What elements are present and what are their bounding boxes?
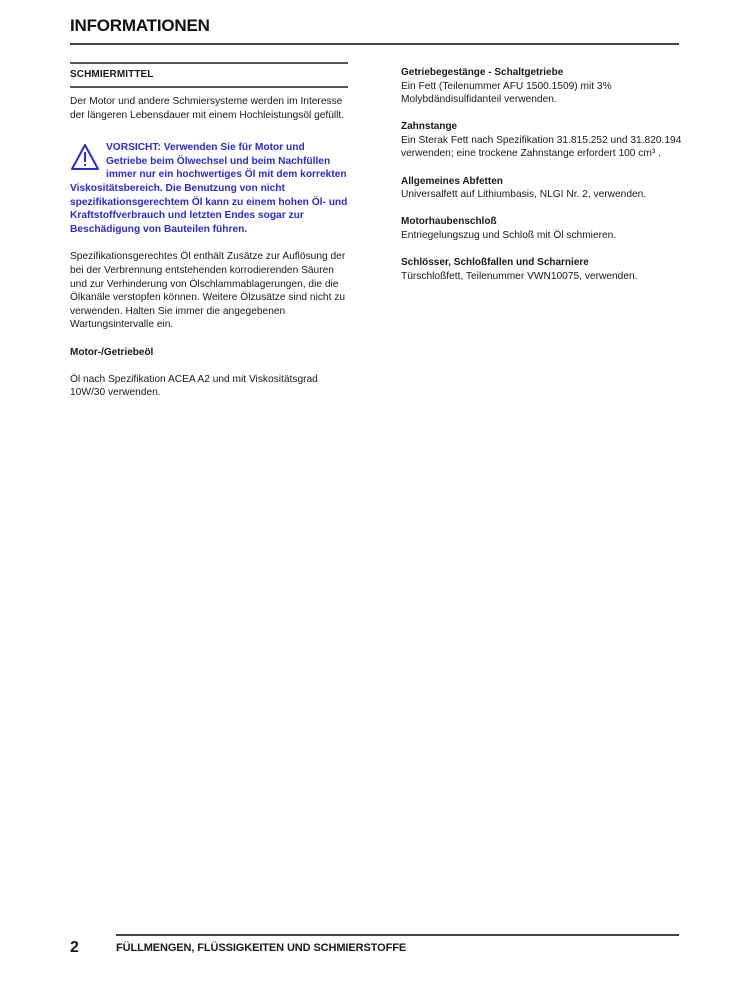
page-title: INFORMATIONEN <box>70 16 210 35</box>
section-heading: SCHMIERMITTEL <box>70 69 154 80</box>
info-block <box>401 256 691 283</box>
block-heading: Zahnstange <box>401 121 458 133</box>
footer-title: FÜLLMENGEN, FLÜSSIGKEITEN UND SCHMIERSTOFFE <box>116 942 407 954</box>
info-block <box>401 175 691 202</box>
title-divider <box>70 43 679 45</box>
section-rule-top <box>70 62 348 64</box>
body-paragraph: Spezifikationsgerechtes Öl enthält Zusätze zur Auflösung der bei der Verbrennung entstehenden korrodierenden Säuren und zur Verhinderung von Ölschlammablagerungen, die die Ölkanäle verstopfen können. Weitere Ölzusätze sind nicht zu verwenden. Halten Sie immer die angegebenen Wartungsintervalle ein. <box>70 251 346 331</box>
info-block <box>401 66 691 107</box>
block-text: Ein Fett (Teilenummer AFU 1500.1509) mit 3% Molybdändisulfidanteil verwenden. <box>401 80 612 106</box>
block-heading: Motorhaubenschloß <box>401 216 497 228</box>
block-text: Entriegelungszug und Schloß mit Öl schmieren. <box>401 229 617 241</box>
right-column <box>401 66 691 283</box>
block-heading: Getriebegestänge - Schaltgetriebe <box>401 67 564 78</box>
intro-paragraph: Der Motor und andere Schmiersysteme werden im Interesse der längeren Lebensdauer mit einem Hochleistungsöl gefüllt. <box>70 96 345 121</box>
warning-triangle-icon <box>70 143 100 171</box>
page-number: 2 <box>70 939 79 956</box>
block-text: Universalfett auf Lithiumbasis, NLGI Nr. 2, verwenden. <box>401 189 647 201</box>
block-text: Ein Sterak Fett nach Spezifikation 31.815.252 und 31.820.194 verwenden; eine trockene Zahnstange erfordert 100 cm³ . <box>401 134 682 160</box>
block-heading: Allgemeines Abfetten <box>401 175 503 187</box>
warning-text: VORSICHT: Verwenden Sie für Motor und Getriebe beim Ölwechsel und beim Nachfüllen immer nur ein hochwertiges Öl mit dem korrekten Viskositätsbereich. Die Benutzung von nicht spezifikationsgerechtem Öl kann zu einem hohen Öl- und Kraftstoffverbrauch und letzten Endes sogar zur Beschädigung von Bauteilen führen. <box>70 142 348 235</box>
block-text: Türschloßfett, Teilenummer VWN10075, verwenden. <box>401 270 638 282</box>
block-heading: Schlösser, Schloßfallen und Scharniere <box>401 256 589 268</box>
warning-box <box>70 141 348 236</box>
info-block <box>401 215 691 242</box>
info-block <box>401 120 691 161</box>
footer-divider <box>116 934 679 936</box>
sub-heading: Motor-/Getriebeöl <box>70 346 154 358</box>
sub-paragraph: Öl nach Spezifikation ACEA A2 und mit Viskositätsgrad 10W/30 verwenden. <box>70 373 318 399</box>
section-rule-bottom <box>70 86 348 88</box>
left-column <box>70 62 348 400</box>
